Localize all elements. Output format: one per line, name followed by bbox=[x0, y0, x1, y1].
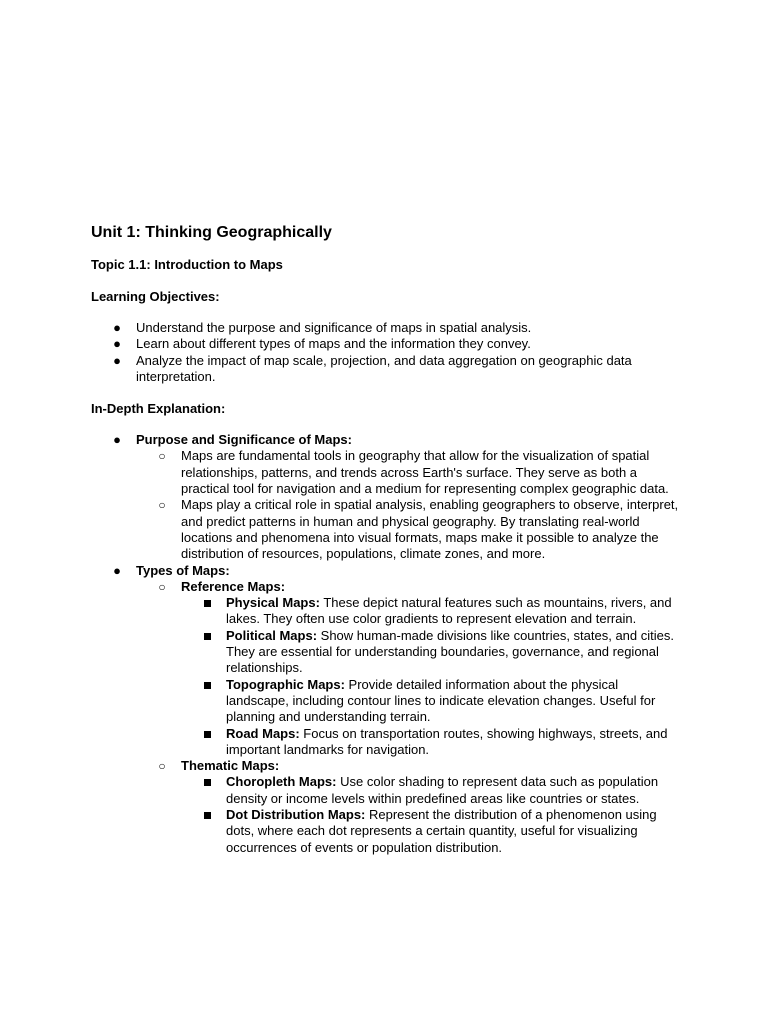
circle-bullet-icon: ○ bbox=[158, 759, 166, 774]
square-bullet-icon bbox=[204, 812, 211, 819]
purpose-text: Maps are fundamental tools in geography that allow for the visualization of spatial relationships, patterns, and trends across Earth's surface. They serve as both a practical tool for navigation and a medium for representing complex geographic data. bbox=[181, 448, 669, 497]
circle-bullet-icon: ○ bbox=[158, 449, 166, 464]
objectives-list bbox=[91, 320, 681, 385]
purpose-list bbox=[136, 448, 681, 562]
square-bullet-icon bbox=[204, 682, 211, 689]
objectives-heading: Learning Objectives: bbox=[91, 289, 220, 304]
objective-text: Learn about different types of maps and the information they convey. bbox=[136, 336, 531, 352]
list-item bbox=[181, 595, 681, 628]
map-type-term: Physical Maps: bbox=[226, 595, 320, 611]
objective-text: Understand the purpose and significance of maps in spatial analysis. bbox=[136, 320, 532, 335]
thematic-maps-list bbox=[181, 774, 681, 855]
list-item bbox=[181, 807, 681, 856]
purpose-text: Maps play a critical role in spatial analysis, enabling geographers to observe, interpret, and predict patterns in human and physical geography. By translating real-world locations and phenomena into visual formats, maps make it possible to analyze the distribution of resources, populations, climate zones, and more. bbox=[181, 497, 679, 562]
unit-title: Unit 1: Thinking Geographically bbox=[91, 224, 332, 241]
objective-text: Analyze the impact of map scale, projection, and data aggregation on geographic data interpretation. bbox=[136, 352, 632, 384]
list-item bbox=[181, 726, 681, 759]
map-type-term: Choropleth Maps: bbox=[226, 774, 337, 790]
list-item bbox=[136, 758, 681, 856]
map-type-term: Political Maps: bbox=[226, 627, 318, 643]
topic-title: Topic 1.1: Introduction to Maps bbox=[91, 257, 283, 272]
square-bullet-icon bbox=[204, 779, 211, 786]
square-bullet-icon bbox=[204, 731, 211, 738]
document-page bbox=[91, 222, 681, 856]
circle-bullet-icon: ○ bbox=[158, 579, 166, 594]
list-item bbox=[136, 448, 681, 497]
map-type-term: Road Maps: bbox=[226, 725, 300, 741]
list-item bbox=[91, 320, 681, 336]
list-item bbox=[181, 774, 681, 807]
bullet-icon: ● bbox=[113, 336, 121, 352]
square-bullet-icon bbox=[204, 633, 211, 640]
list-item bbox=[181, 628, 681, 677]
bullet-icon: ● bbox=[113, 352, 121, 368]
bullet-icon: ● bbox=[113, 562, 121, 578]
square-bullet-icon bbox=[204, 600, 211, 607]
map-type-desc: Provide detailed information about the physical landscape, including contour lines to indicate elevation changes. Useful for planning and understanding terrain. bbox=[226, 676, 656, 725]
circle-bullet-icon: ○ bbox=[158, 498, 166, 513]
map-type-desc: These depict natural features such as mountains, rivers, and lakes. They often use color gradients to represent elevation and terrain. bbox=[226, 595, 672, 627]
list-item bbox=[91, 353, 681, 386]
list-item bbox=[91, 563, 681, 856]
list-item bbox=[91, 432, 681, 562]
section-heading: Types of Maps: bbox=[136, 562, 230, 578]
map-type-term: Topographic Maps: bbox=[226, 676, 345, 692]
bullet-icon: ● bbox=[113, 320, 121, 335]
map-type-desc: Represent the distribution of a phenomenon using dots, where each dot represents a certain quantity, useful for visualizing occurrences of events or population distribution. bbox=[226, 807, 657, 855]
explanation-list bbox=[91, 432, 681, 856]
map-type-desc: Show human-made divisions like countries, states, and cities. They are essential for understanding boundaries, governance, and regional relationships. bbox=[226, 627, 674, 676]
subsection-heading: Reference Maps: bbox=[181, 578, 286, 594]
bullet-icon: ● bbox=[113, 432, 121, 448]
types-list bbox=[136, 579, 681, 856]
list-item bbox=[181, 677, 681, 726]
list-item bbox=[136, 497, 681, 562]
list-item bbox=[136, 579, 681, 758]
explanation-heading: In-Depth Explanation: bbox=[91, 401, 226, 417]
reference-maps-list bbox=[181, 595, 681, 758]
map-type-desc: Focus on transportation routes, showing highways, streets, and important landmarks for navigation. bbox=[226, 725, 668, 757]
map-type-desc: Use color shading to represent data such as population density or income levels within predefined areas like countries or states. bbox=[226, 774, 659, 806]
map-type-term: Dot Distribution Maps: bbox=[226, 807, 366, 823]
subsection-heading: Thematic Maps: bbox=[181, 758, 280, 774]
list-item bbox=[91, 336, 681, 352]
section-heading: Purpose and Significance of Maps: bbox=[136, 432, 352, 448]
